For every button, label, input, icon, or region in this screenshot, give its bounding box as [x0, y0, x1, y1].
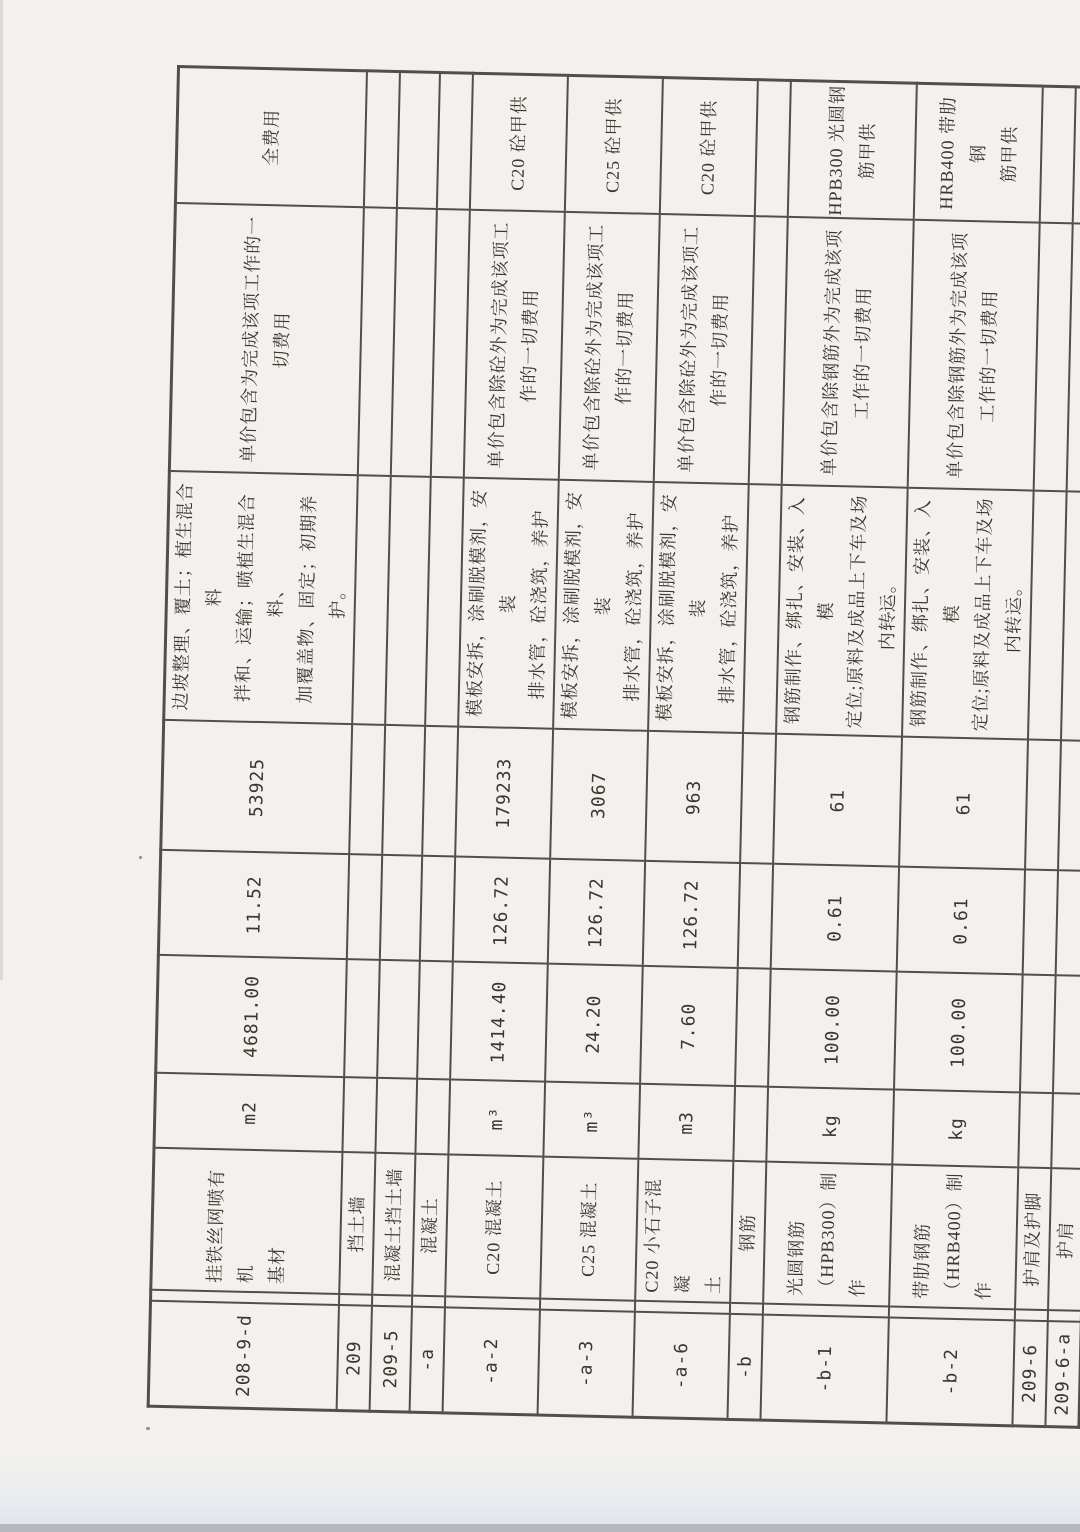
cell-total — [1025, 740, 1061, 871]
cell-gap — [540, 1299, 635, 1312]
cell-unit-price — [1023, 870, 1058, 976]
cell-remark: C25 砼甲供 — [565, 75, 663, 214]
cell-item-code: -b-1 — [760, 1315, 888, 1423]
cell-work-content: 模板安拆，涂刷脱模剂，安装 排水管，砼浇筑，养护 — [458, 478, 559, 729]
cell-remark — [364, 71, 400, 209]
cell-item-name: 护肩 — [1048, 1169, 1080, 1312]
bill-of-quantities-table — [147, 65, 1080, 1429]
cell-total — [740, 734, 776, 865]
cell-work-content: 钢筋制作、绑扎、安装、入模 定位;原料及成品上下车及场 内转运。 — [902, 488, 1034, 740]
cell-item-name: 挂铁丝网喷有机 基材 — [151, 1148, 343, 1294]
cell-unit-price — [380, 855, 422, 961]
cell-quantity — [1053, 976, 1080, 1095]
cell-remark: C20 砼甲供 — [470, 73, 568, 212]
cell-gap — [1015, 1310, 1048, 1322]
cell-item-code: -a-3 — [538, 1310, 635, 1417]
cell-price-includes: 单价包含为完成该项工作的一 切费用 — [169, 203, 364, 475]
cell-price-includes — [391, 209, 437, 478]
cell-item-code: 208-9-d — [148, 1301, 339, 1410]
cell-unit — [375, 1078, 417, 1154]
cell-unit-price — [347, 855, 382, 961]
cell-unit: m³ — [448, 1080, 545, 1157]
cell-unit-price — [420, 856, 455, 962]
cell-total: 61 — [773, 734, 902, 867]
cell-remark — [755, 80, 791, 218]
cell-item-name: 光圆钢筋 （HPB300）制作 — [763, 1162, 892, 1307]
dust-speck — [139, 856, 142, 859]
cell-item-name: C20 混凝土 — [445, 1155, 543, 1299]
cell-total — [422, 726, 458, 857]
rotated-table-wrapper — [147, 68, 1077, 1424]
cell-gap — [1048, 1311, 1080, 1323]
cell-price-includes: 单价包含除砼外为完成该项工 作的一切费用 — [559, 212, 660, 482]
cell-item-code: -a-2 — [443, 1308, 540, 1415]
cell-item-name: 带肋钢筋 （HRB400）制作 — [889, 1165, 1018, 1310]
cell-remark: HRB400 带肋钢 筋甲供 — [914, 83, 1043, 223]
cell-remark: C20 砼甲供 — [660, 78, 758, 217]
cell-gap — [635, 1301, 730, 1314]
cell-quantity — [1020, 975, 1056, 1094]
cell-unit — [342, 1078, 377, 1154]
cell-gap — [412, 1296, 445, 1308]
cell-total: 53925 — [161, 720, 352, 854]
cell-quantity: 4681.00 — [156, 955, 347, 1077]
cell-remark: HPB300 光圆钢 筋甲供 — [788, 80, 917, 220]
cell-item-code: 209-6-a — [1045, 1322, 1080, 1428]
cell-unit-price: 126.72 — [453, 857, 550, 964]
cell-item-name: C20 小石子混凝 土 — [635, 1159, 733, 1303]
cell-unit: kg — [892, 1090, 1020, 1168]
cell-unit-price: 126.72 — [548, 859, 645, 966]
cell-unit-price: 0.61 — [897, 867, 1025, 975]
cell-price-includes: 单价包含除砼外为完成该项工 作的一切费用 — [654, 214, 755, 484]
cell-gap — [372, 1295, 412, 1307]
cell-total: 963 — [645, 731, 743, 863]
cell-gap — [445, 1297, 540, 1310]
table-row — [148, 67, 367, 1411]
cell-unit: m³ — [543, 1082, 640, 1159]
cell-unit-price: 126.72 — [643, 861, 740, 968]
cell-item-name: 混凝土 — [412, 1154, 448, 1297]
cell-unit — [733, 1086, 768, 1162]
cell-quantity — [377, 960, 420, 1079]
cell-quantity — [417, 961, 453, 1080]
cell-quantity — [735, 968, 771, 1087]
cell-gap — [339, 1294, 372, 1306]
cell-item-name: 护肩及护脚 — [1015, 1168, 1051, 1311]
cell-unit: m2 — [154, 1073, 344, 1152]
cell-total: 3067 — [550, 729, 648, 861]
cell-unit: m3 — [638, 1084, 735, 1161]
cell-price-includes: 单价包含除钢筋外为完成该项 工作的一切费用 — [782, 217, 914, 488]
cell-item-code: 209-5 — [370, 1306, 412, 1412]
cell-item-name: 混凝土挡土墙 — [372, 1153, 415, 1296]
page-bottom-edge — [0, 1524, 1080, 1532]
dust-speck — [146, 1427, 150, 1430]
cell-price-includes: 单价包含除钢筋外为完成该项 工作的一切费用 — [908, 220, 1040, 491]
cell-unit — [1018, 1093, 1053, 1169]
cell-quantity: 100.00 — [894, 972, 1023, 1093]
cell-remark: 全费用 — [175, 67, 367, 208]
cell-item-code: -b-2 — [886, 1318, 1014, 1426]
cell-unit-price: 11.52 — [158, 850, 349, 959]
cell-total — [382, 725, 425, 856]
cell-unit-price — [738, 863, 773, 969]
cell-total — [1058, 741, 1080, 872]
page-bottom-shadow — [0, 1458, 1080, 1532]
cell-item-code: -b — [727, 1314, 762, 1420]
cell-remark — [397, 72, 440, 210]
cell-unit — [1051, 1094, 1080, 1170]
cell-gap — [730, 1303, 763, 1315]
cell-item-code: 209-6 — [1012, 1321, 1047, 1427]
scan-skew-wrapper — [147, 68, 1077, 1424]
cell-quantity: 24.20 — [545, 964, 643, 1084]
cell-work-content: 钢筋制作、绑扎、安装、入模 定位;原料及成品上下车及场 内转运。 — [776, 485, 908, 737]
cell-item-name: 钢筋 — [730, 1161, 766, 1304]
cell-item-code: -a-6 — [633, 1312, 730, 1419]
cell-work-content: 边坡整理、覆土；植生混合料 拌和、运输；喷植生混合料、 加覆盖物、固定；初期养护。 — [164, 471, 358, 724]
cell-item-code: -a — [410, 1307, 445, 1413]
cell-item-code: 209 — [337, 1305, 372, 1411]
cell-item-name: 挡土墙 — [339, 1153, 375, 1296]
cell-unit — [415, 1079, 450, 1155]
cell-quantity: 1414.40 — [450, 962, 548, 1082]
cell-unit: kg — [766, 1087, 894, 1165]
cell-work-content: 模板安拆，涂刷脱模剂，安装 排水管，砼浇筑，养护 — [648, 482, 749, 733]
cell-remark — [1040, 86, 1076, 224]
cell-price-includes: 单价包含除砼外为完成该项工 作的一切费用 — [464, 210, 565, 480]
cell-work-content — [385, 476, 431, 726]
cell-quantity: 100.00 — [768, 969, 897, 1090]
cell-unit-price — [1056, 871, 1080, 977]
cell-total — [349, 725, 385, 856]
cell-item-name: C25 混凝土 — [540, 1157, 638, 1301]
cell-quantity: 7.60 — [640, 966, 738, 1086]
scanner-edge-artifact — [0, 0, 3, 980]
cell-quantity — [344, 960, 380, 1079]
cell-work-content: 模板安拆，涂刷脱模剂，安装 排水管，砼浇筑，养护 — [553, 480, 654, 731]
cell-total: 61 — [899, 737, 1028, 870]
cell-remark — [437, 72, 473, 210]
cell-unit-price: 0.61 — [771, 864, 899, 972]
cell-total: 179233 — [455, 727, 553, 859]
